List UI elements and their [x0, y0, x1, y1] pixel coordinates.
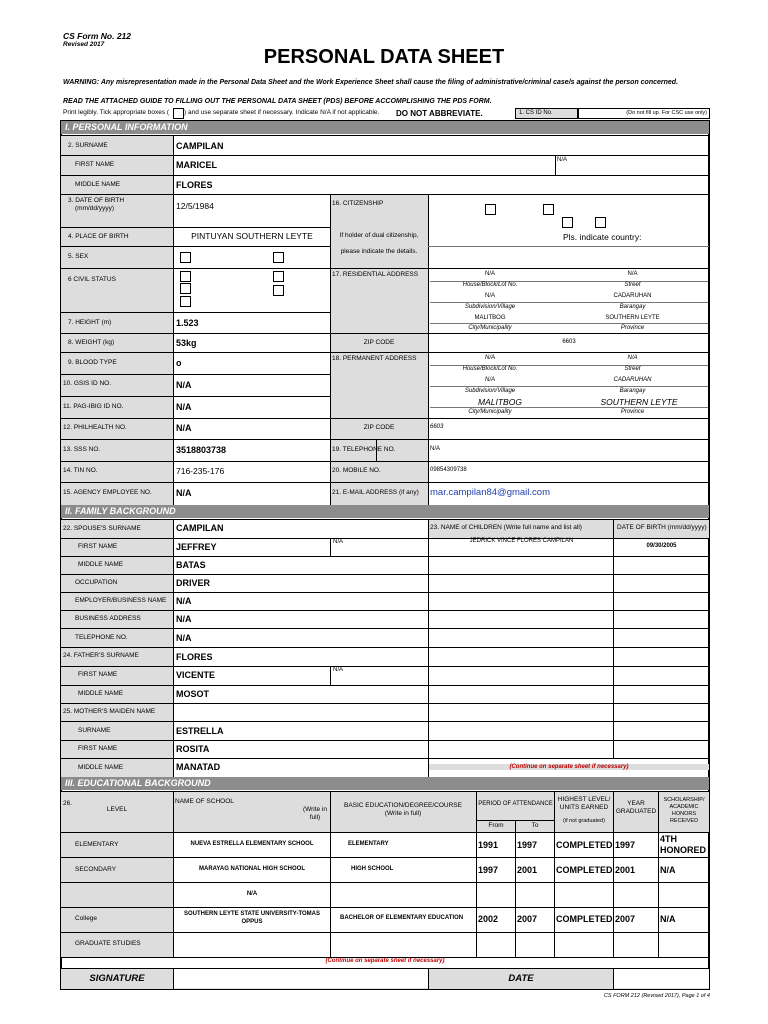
middle-name-value[interactable]: FLORES	[176, 180, 213, 190]
date-field[interactable]	[614, 969, 709, 988]
edu-to[interactable]: 2007	[517, 914, 538, 924]
father-first-name-label: FIRST NAME	[78, 671, 118, 678]
perm-barangay-value[interactable]: CADARUHAN	[613, 377, 652, 383]
year-graduated-header: YEAR GRADUATED	[615, 800, 657, 815]
agency-employee-value[interactable]: N/A	[176, 488, 192, 498]
spouse-surname-value[interactable]: CAMPILAN	[176, 523, 224, 533]
mother-maiden-label: 25. MOTHER'S MAIDEN NAME	[63, 708, 156, 715]
res-street-value[interactable]: N/A	[627, 271, 638, 277]
level-header: LEVEL	[106, 806, 128, 813]
res-street-caption: Street	[624, 282, 641, 288]
surname-label: 2. SURNAME	[68, 142, 108, 149]
occupation-value[interactable]: DRIVER	[176, 578, 211, 588]
edu-level: College	[75, 915, 98, 922]
edu-level: SECONDARY	[75, 866, 117, 873]
res-province-caption: Province	[620, 325, 645, 331]
blood-type-value[interactable]: o	[176, 358, 182, 368]
edu-course[interactable]: ELEMENTARY	[348, 841, 389, 847]
education-number: 26.	[63, 800, 73, 807]
sss-value[interactable]: 3518803738	[176, 445, 227, 455]
weight-value[interactable]: 53kg	[176, 338, 197, 348]
signature-field[interactable]	[174, 969, 428, 988]
edu-highest[interactable]: COMPLETED	[556, 865, 613, 875]
perm-street-value[interactable]: N/A	[627, 355, 638, 361]
telephone-label: 19. TELEPHONE NO.	[332, 446, 396, 453]
weight-label: 8. WEIGHT (kg)	[68, 339, 115, 346]
children-label: 23. NAME of CHILDREN (Write full name and list all)	[430, 524, 582, 531]
edu-from[interactable]: 1991	[478, 840, 499, 850]
email-label: 21. E-MAIL ADDRESS (if any)	[332, 489, 419, 496]
mother-first-name-value[interactable]: ROSITA	[176, 744, 210, 754]
edu-school[interactable]: MARAYAG NATIONAL HIGH SCHOOL	[198, 866, 305, 872]
edu-school[interactable]: NUEVA ESTRELLA ELEMENTARY SCHOOL	[190, 841, 314, 847]
spouse-surname-label: 22. SPOUSE'S SURNAME	[63, 525, 141, 532]
dual-citizenship-note-1: If holder of dual citizenship,	[339, 232, 419, 239]
do-not-abbreviate: DO NOT ABBREVIATE.	[396, 109, 483, 118]
occupation-label: OCCUPATION	[75, 579, 118, 586]
business-address-label: BUSINESS ADDRESS	[75, 615, 141, 622]
perm-zip-value[interactable]: 6603	[430, 424, 444, 430]
father-surname-value[interactable]: FLORES	[176, 652, 213, 662]
section-education-header: III. EDUCATIONAL BACKGROUND	[61, 777, 709, 790]
edu-level: GRADUATE STUDIES	[75, 940, 141, 947]
school-header: NAME OF SCHOOL	[175, 798, 234, 805]
res-zip-value[interactable]: 6603	[562, 339, 576, 345]
edu-honors[interactable]: 4TH HONORED	[660, 834, 707, 855]
to-header: To	[531, 822, 539, 829]
education-continue-note: (Continue on separate sheet if necessary)	[325, 958, 445, 964]
first-name-value[interactable]: MARICEL	[176, 160, 217, 170]
mother-middle-name-value[interactable]: MANATAD	[176, 762, 221, 772]
father-first-name-value[interactable]: VICENTE	[176, 670, 216, 680]
edu-to[interactable]: 2001	[517, 865, 538, 875]
print-legibly-text-2: ) and use separate sheet if necessary. Indicate N/A if not applicable.	[184, 109, 380, 116]
res-province-value[interactable]: SOUTHERN LEYTE	[605, 315, 660, 321]
perm-city-value[interactable]: MALITBOG	[478, 397, 522, 407]
signature-label: SIGNATURE	[89, 973, 145, 984]
father-ext-value[interactable]: N/A	[333, 667, 344, 673]
civil-other-checkbox[interactable]	[180, 296, 191, 307]
res-house-value[interactable]: N/A	[484, 271, 495, 277]
mobile-label: 20. MOBILE NO.	[332, 467, 381, 474]
spouse-first-name-value[interactable]: JEFFREY	[176, 542, 217, 552]
philhealth-label: 12. PHILHEALTH NO.	[63, 424, 127, 431]
perm-subdivision-caption: Subdivision/Village	[464, 388, 516, 394]
surname-value[interactable]: CAMPILAN	[176, 141, 224, 151]
school-write-note: (Write in full)	[302, 806, 328, 821]
height-label: 7. HEIGHT (m)	[68, 319, 112, 326]
res-city-caption: City/Municipality	[468, 325, 512, 331]
perm-province-value[interactable]: SOUTHERN LEYTE	[600, 397, 678, 407]
civil-status-label: 6 CIVIL STATUS	[68, 276, 116, 283]
gsis-label: 10. GSIS ID NO.	[63, 380, 112, 387]
residential-address-label: 17. RESIDENTIAL ADDRESS	[332, 271, 419, 278]
spouse-ext-value[interactable]: N/A	[333, 539, 344, 545]
dual-citizenship-checkbox[interactable]	[543, 204, 554, 215]
form-number: CS Form No. 212	[63, 31, 132, 41]
place-of-birth-value[interactable]: PINTUYAN SOUTHERN LEYTE	[191, 231, 313, 241]
tin-value[interactable]: 716-235-176	[176, 466, 225, 476]
mother-middle-name-label: MIDDLE NAME	[78, 764, 124, 771]
telephone-value[interactable]: N/A	[430, 446, 441, 452]
spouse-first-name-label: FIRST NAME	[78, 543, 118, 550]
res-subdivision-caption: Subdivision/Village	[464, 304, 516, 310]
email-value[interactable]: mar.campilan84@gmail.com	[430, 487, 550, 498]
form-revised: Revised 2017	[63, 41, 105, 48]
edu-honors[interactable]: N/A	[660, 914, 676, 924]
cs-id-field[interactable]: (Do not fill up. For CSC use only)	[578, 108, 710, 119]
spouse-telephone-value[interactable]: N/A	[176, 633, 192, 643]
civil-single-checkbox[interactable]	[180, 271, 191, 282]
date-label: DATE	[508, 973, 534, 984]
mother-first-name-label: FIRST NAME	[78, 745, 118, 752]
edu-highest[interactable]: COMPLETED	[556, 914, 613, 924]
edu-from[interactable]: 1997	[478, 865, 499, 875]
res-zip-label: ZIP CODE	[363, 339, 395, 346]
perm-barangay-caption: Barangay	[619, 388, 646, 394]
period-header: PERIOD OF ATTENDANCE	[478, 801, 553, 807]
res-barangay-value[interactable]: CADARUHAN	[613, 293, 652, 299]
edu-course[interactable]: HIGH SCHOOL	[351, 866, 394, 872]
highest-level-note: (if not graduated)	[563, 818, 605, 824]
perm-zip-label: ZIP CODE	[363, 424, 395, 431]
pagibig-label: 11. PAG-IBIG ID NO.	[63, 403, 124, 410]
spouse-middle-name-label: MIDDLE NAME	[78, 561, 124, 568]
edu-year[interactable]: 2001	[615, 865, 636, 875]
edu-year[interactable]: 1997	[615, 840, 636, 850]
edu-from[interactable]: 2002	[478, 914, 499, 924]
perm-subdivision-value[interactable]: N/A	[484, 377, 495, 383]
res-house-caption: House/Block/Lot No.	[462, 282, 518, 288]
family-continue-note: (Continue on separate sheet if necessary)	[429, 764, 709, 770]
agency-employee-label: 15. AGENCY EMPLOYEE NO.	[63, 489, 152, 496]
employer-value[interactable]: N/A	[176, 596, 192, 606]
child-dob-label: DATE OF BIRTH (mm/dd/yyyy)	[617, 524, 707, 531]
gsis-value[interactable]: N/A	[176, 380, 192, 390]
honors-header: SCHOLARSHIP/ ACADEMIC HONORS RECEIVED	[663, 797, 705, 824]
read-guide-text: READ THE ATTACHED GUIDE TO FILLING OUT THE PERSONAL DATA SHEET (PDS) BEFORE ACCOMPLISHING THE PDS FORM.	[63, 98, 492, 105]
highest-level-header: HIGHEST LEVEL/ UNITS EARNED	[557, 796, 611, 811]
dob-format-label: (mm/dd/yyyy)	[75, 205, 114, 212]
page-title: PERSONAL DATA SHEET	[263, 46, 505, 68]
dob-value[interactable]: 12/5/1984	[176, 201, 214, 211]
dob-label: 3. DATE OF BIRTH	[68, 197, 125, 204]
perm-house-caption: House/Block/Lot No.	[462, 366, 518, 372]
sex-male-checkbox[interactable]	[180, 252, 191, 263]
filipino-checkbox[interactable]	[485, 204, 496, 215]
education-level-column	[61, 832, 173, 957]
permanent-address-label: 18. PERMANENT ADDRESS	[332, 355, 417, 362]
edu-course[interactable]: BACHELOR OF ELEMENTARY EDUCATION	[340, 915, 464, 921]
perm-province-caption: Province	[620, 409, 645, 415]
father-middle-name-label: MIDDLE NAME	[78, 690, 124, 697]
res-city-value[interactable]: MALITBOG	[474, 315, 506, 321]
cs-id-label: 1. CS ID No.	[515, 108, 578, 119]
country-note: Pls. indicate country:	[563, 232, 642, 242]
res-barangay-caption: Barangay	[619, 304, 646, 310]
section-personal-header: I. PERSONAL INFORMATION	[61, 121, 709, 134]
tick-example-checkbox	[173, 108, 184, 119]
sss-label: 13. SSS NO.	[63, 446, 101, 453]
edu-school[interactable]: N/A	[246, 891, 258, 897]
section-family-header: II. FAMILY BACKGROUND	[61, 505, 709, 518]
edu-honors[interactable]: N/A	[660, 865, 676, 875]
spouse-middle-name-value[interactable]: BATAS	[176, 560, 206, 570]
blood-type-label: 9. BLOOD TYPE	[68, 359, 117, 366]
child-dob-value[interactable]: 09/30/2005	[646, 543, 677, 549]
civil-married-checkbox[interactable]	[273, 271, 284, 282]
first-name-label: FIRST NAME	[75, 161, 115, 168]
edu-year[interactable]: 2007	[615, 914, 636, 924]
perm-house-value[interactable]: N/A	[484, 355, 495, 361]
edu-school[interactable]: SOUTHERN LEYTE STATE UNIVERSITY-TOMAS OPPUS	[183, 911, 320, 925]
mother-surname-value[interactable]: ESTRELLA	[176, 726, 224, 736]
mother-surname-label: SURNAME	[78, 727, 111, 734]
course-write-note: (Write in full)	[384, 810, 422, 817]
height-value[interactable]: 1.523	[176, 318, 199, 328]
name-extension-value[interactable]: N/A	[557, 157, 568, 163]
civil-separated-checkbox[interactable]	[273, 285, 284, 296]
place-of-birth-label: 4. PLACE OF BIRTH	[68, 233, 129, 240]
perm-street-caption: Street	[624, 366, 641, 372]
child-name-value[interactable]: JEDRICK VINCE FLORES CAMPILAN	[469, 538, 574, 544]
middle-name-label: MIDDLE NAME	[75, 181, 121, 188]
edu-highest[interactable]: COMPLETED	[556, 840, 613, 850]
sex-label: 5. SEX	[68, 253, 89, 260]
edu-level: ELEMENTARY	[75, 841, 119, 848]
tin-label: 14. TIN NO.	[63, 467, 98, 474]
philhealth-value[interactable]: N/A	[176, 423, 192, 433]
course-header: BASIC EDUCATION/DEGREE/COURSE	[344, 802, 462, 809]
res-subdivision-value[interactable]: N/A	[484, 293, 495, 299]
business-address-value[interactable]: N/A	[176, 614, 192, 624]
warning-text: WARNING: Any misrepresentation made in the Personal Data Sheet and the Work Experience Sheet shall cause the filing of administrative/criminal case/s against the person concerned.	[63, 79, 679, 86]
print-legibly-text: Print legibly. Tick appropriate boxes (	[63, 109, 170, 116]
edu-to[interactable]: 1997	[517, 840, 538, 850]
family-label-column	[61, 519, 173, 777]
page-footer-note: CS FORM 212 (Revised 2017), Page 1 of 4	[603, 993, 710, 999]
sex-female-checkbox[interactable]	[273, 252, 284, 263]
civil-widowed-checkbox[interactable]	[180, 283, 191, 294]
from-header: From	[488, 822, 504, 829]
by-naturalization-checkbox[interactable]	[595, 217, 606, 228]
citizenship-label: 16. CITIZENSHIP	[332, 200, 384, 207]
father-middle-name-value[interactable]: MOSOT	[176, 689, 209, 699]
father-surname-label: 24. FATHER'S SURNAME	[63, 652, 139, 659]
personal-label-column-right	[330, 194, 428, 505]
spouse-telephone-label: TELEPHONE NO.	[75, 634, 128, 641]
employer-label: EMPLOYER/BUSINESS NAME	[75, 597, 167, 604]
dual-citizenship-note-2: please indicate the details.	[340, 248, 418, 255]
perm-city-caption: City/Municipality	[468, 409, 512, 415]
mobile-value[interactable]: 09854309738	[430, 467, 467, 473]
pagibig-value[interactable]: N/A	[176, 402, 192, 412]
by-birth-checkbox[interactable]	[562, 217, 573, 228]
